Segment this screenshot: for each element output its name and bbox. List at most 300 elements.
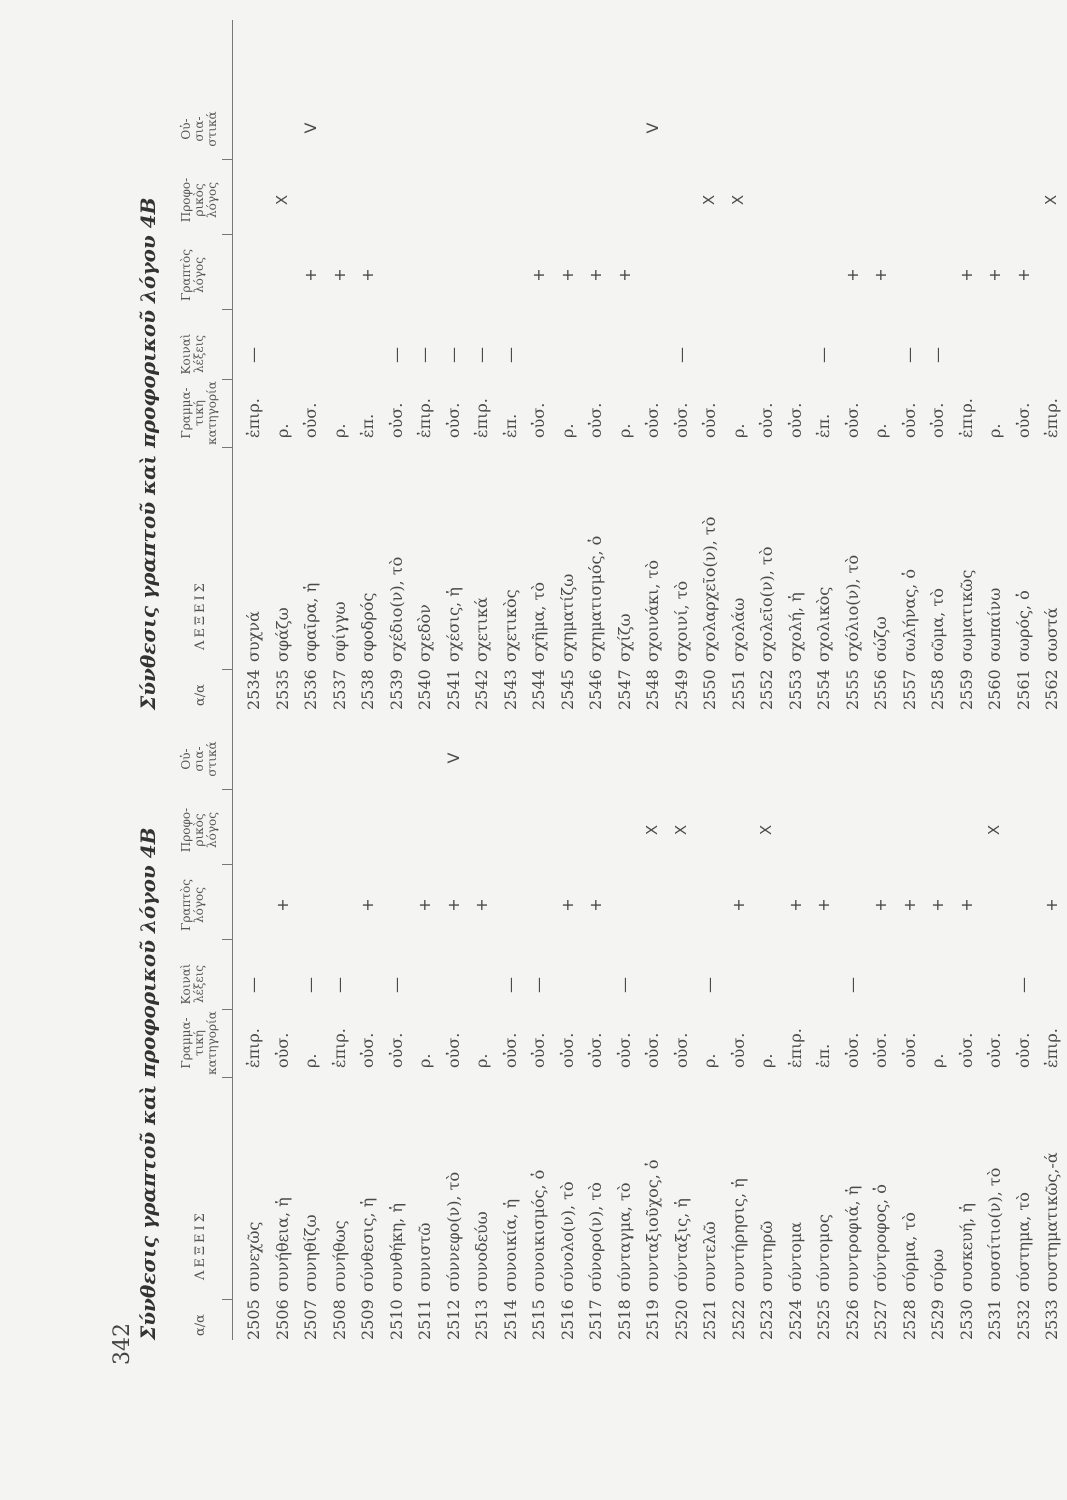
table-row (924, 650, 953, 1340)
row-word: σχέσις, ἡ (443, 587, 463, 662)
header-line: λόγος (205, 812, 219, 848)
row-oral-mark: X (272, 194, 291, 206)
row-word: σύνταγμα, τὸ (614, 1182, 634, 1292)
row-oral-mark: X (1042, 194, 1060, 206)
row-word: σφάζω (272, 607, 292, 662)
row-common-mark: — (386, 347, 406, 363)
row-category: οὐσ. (985, 1032, 1004, 1068)
header-proforikos (180, 172, 219, 228)
row-word: σχολάω (728, 597, 748, 662)
header-aa: α/α (193, 684, 208, 706)
table-row (440, 650, 469, 1340)
row-number: 2544 (529, 669, 548, 710)
row-common-mark: — (386, 977, 406, 993)
row-word: σωπαίνω (985, 587, 1004, 662)
row-common-mark: — (443, 347, 463, 363)
row-written-mark: + (557, 268, 577, 282)
row-category: οὐσ. (956, 1032, 976, 1068)
header-aa: α/α (193, 1314, 208, 1336)
header-divider (222, 234, 232, 235)
row-written-mark: + (985, 268, 1004, 282)
header-koines (180, 328, 206, 380)
header-line: Προφο- (179, 807, 193, 853)
row-category: ρ. (472, 1053, 491, 1068)
table-row (554, 20, 583, 710)
row-category: οὐσ. (899, 402, 919, 438)
header-divider (222, 447, 232, 448)
table-row (867, 650, 896, 1340)
row-common-mark: — (928, 347, 947, 363)
row-written-mark: + (728, 898, 748, 912)
table-row (468, 20, 497, 710)
row-common-mark: — (842, 977, 862, 993)
row-category: οὐσ. (386, 1032, 406, 1068)
header-divider (222, 379, 232, 380)
row-word: σχολεῖο(ν), τὸ (757, 546, 776, 662)
row-category: οὐσ. (272, 1032, 292, 1068)
row-number: 2539 (386, 669, 406, 710)
row-word: σύννεφο(ν), τὸ (443, 1171, 463, 1292)
row-word: σχηματίζω (557, 573, 577, 662)
row-common-mark: — (614, 977, 634, 993)
header-line: Γραμμα- (179, 1017, 193, 1069)
row-oral-mark: X (985, 824, 1003, 836)
header-divider (222, 1077, 232, 1078)
row-written-mark: + (529, 268, 548, 282)
row-common-mark: — (244, 347, 263, 363)
row-number: 2555 (842, 669, 862, 710)
table-row (953, 20, 982, 710)
row-category: οὐσ. (529, 402, 548, 438)
row-number: 2545 (557, 669, 577, 710)
row-number: 2508 (329, 1299, 349, 1340)
table-row (497, 20, 526, 710)
table-row (924, 20, 953, 710)
table-row (411, 650, 440, 1340)
row-category: ρ. (614, 423, 634, 438)
row-category: ἐπ. (814, 413, 833, 438)
row-word: συστηματικῶς,-ά (1042, 1152, 1061, 1292)
row-written-mark: + (956, 268, 976, 282)
header-lexeis: ΛΕΞΕΙΣ (193, 580, 208, 650)
row-common-mark: — (415, 347, 434, 363)
table-row (696, 650, 725, 1340)
header-line: στικά (205, 111, 219, 147)
header-category (180, 1008, 219, 1078)
row-noun-mark: V (301, 122, 320, 134)
row-number: 2535 (272, 669, 292, 710)
table-title: Σύνθεσις γραπτοῦ καὶ προφορικοῦ λόγου 4Β (136, 197, 160, 710)
row-noun-mark: V (643, 122, 662, 134)
row-common-mark: — (529, 977, 548, 993)
row-word: σύρω (928, 1248, 947, 1292)
row-word: συνήθως (329, 1220, 349, 1292)
row-category: οὐσ. (671, 402, 691, 438)
row-number: 2534 (244, 669, 263, 710)
row-category: οὐσ. (643, 402, 662, 438)
table-row (611, 20, 640, 710)
row-number: 2549 (671, 669, 691, 710)
row-number: 2520 (671, 1299, 691, 1340)
row-category: ρ. (728, 423, 748, 438)
row-number: 2507 (301, 1299, 320, 1340)
row-number: 2562 (1042, 669, 1061, 710)
row-number: 2509 (358, 1299, 377, 1340)
row-category: οὐσ. (614, 1032, 634, 1068)
header-divider (222, 669, 232, 670)
row-category: ρ. (415, 1053, 434, 1068)
table-row (839, 20, 868, 710)
row-word: συνηθίζω (301, 1214, 320, 1292)
table-row (525, 650, 554, 1340)
row-category: ἐπιρ. (785, 1028, 805, 1068)
row-word: σχεδὸν (415, 604, 434, 662)
row-word: σωρός, ὁ (1013, 590, 1033, 662)
row-written-mark: + (928, 898, 947, 912)
row-number: 2548 (643, 669, 662, 710)
table-row (582, 650, 611, 1340)
row-word: συνοικισμός, ὁ (529, 1169, 548, 1292)
header-divider (222, 939, 232, 940)
row-category: οὐσ. (871, 1032, 890, 1068)
table-body (240, 20, 1067, 710)
row-category: οὐσ. (1013, 1032, 1033, 1068)
row-number: 2537 (329, 669, 349, 710)
row-written-mark: + (614, 268, 634, 282)
header-line: λόγος (205, 182, 219, 218)
row-number: 2559 (956, 669, 976, 710)
row-category: οὐσ. (785, 402, 805, 438)
row-number: 2556 (871, 669, 890, 710)
row-category: ρ. (985, 423, 1004, 438)
row-written-mark: + (1013, 268, 1033, 282)
row-category: οὐσ. (899, 1032, 919, 1068)
row-number: 2525 (814, 1299, 833, 1340)
row-number: 2512 (443, 1299, 463, 1340)
row-category: οὐσ. (1013, 402, 1033, 438)
row-category: ἐπιρ. (472, 398, 491, 438)
row-number: 2541 (443, 669, 463, 710)
header-divider (222, 159, 232, 160)
row-word: σύνθεσις, ἡ (358, 1197, 377, 1292)
row-oral-mark: X (757, 824, 775, 836)
table-row (383, 650, 412, 1340)
row-word: σωματικῶς (956, 569, 976, 662)
row-written-mark: + (272, 898, 292, 912)
row-number: 2506 (272, 1299, 292, 1340)
row-word: σύντομα (785, 1221, 805, 1292)
table-row (1010, 650, 1039, 1340)
row-number: 2546 (586, 669, 605, 710)
row-number: 2532 (1013, 1299, 1033, 1340)
row-number: 2550 (700, 669, 719, 710)
row-category: ἐπιρ. (415, 398, 434, 438)
header-line: Οὐ- (179, 748, 193, 770)
table-row (981, 650, 1010, 1340)
row-category: οὐσ. (728, 1032, 748, 1068)
row-category: οὐσ. (529, 1032, 548, 1068)
row-common-mark: — (472, 347, 491, 363)
row-category: οὐσ. (928, 402, 947, 438)
table-row (981, 20, 1010, 710)
row-word: σύντομος (814, 1214, 833, 1292)
row-number: 2552 (757, 669, 776, 710)
row-word: σχοινί, τὸ (671, 580, 691, 662)
row-common-mark: — (1013, 977, 1033, 993)
table-row (753, 650, 782, 1340)
row-category: ρ. (329, 423, 349, 438)
table-row (297, 20, 326, 710)
row-word: συνθήκη, ἡ (386, 1203, 406, 1292)
row-category: οὐσ. (700, 402, 719, 438)
table-row (240, 20, 269, 710)
row-category: ἐπ. (500, 413, 520, 438)
row-category: οὐσ. (443, 1032, 463, 1068)
row-number: 2505 (244, 1299, 263, 1340)
table-row (582, 20, 611, 710)
row-written-mark: + (899, 898, 919, 912)
header-divider (222, 1009, 232, 1010)
row-word: σχῆμα, τὸ (529, 581, 548, 662)
page-number: 342 (110, 1323, 135, 1365)
header-line: Κοιναὶ (179, 963, 193, 1005)
row-number: 2554 (814, 669, 833, 710)
row-common-mark: — (329, 977, 349, 993)
row-common-mark: — (700, 977, 719, 993)
row-word: συντελῶ (700, 1221, 719, 1292)
row-category: οὐσ. (443, 402, 463, 438)
row-category: ἐπιρ. (244, 398, 263, 438)
row-written-mark: + (472, 898, 491, 912)
row-common-mark: — (500, 347, 520, 363)
table-row (696, 20, 725, 710)
row-number: 2529 (928, 1299, 947, 1340)
row-number: 2553 (785, 669, 805, 710)
row-number: 2551 (728, 669, 748, 710)
table-row (810, 650, 839, 1340)
row-category: ἐπιρ. (1042, 398, 1061, 438)
row-number: 2526 (842, 1299, 862, 1340)
row-word: σύντροφος, ὁ (871, 1184, 890, 1292)
row-category: ρ. (871, 423, 890, 438)
row-category: οὐσ. (671, 1032, 691, 1068)
table-row (354, 650, 383, 1340)
row-word: σφίγγω (329, 601, 349, 662)
table-row (867, 20, 896, 710)
row-noun-mark: V (443, 752, 463, 764)
row-word: σχέδιο(ν), τὸ (386, 556, 406, 662)
header-line: στικά (205, 741, 219, 777)
header-proforikos (180, 802, 219, 858)
header-line: λόγος (192, 887, 206, 923)
row-number: 2519 (643, 1299, 662, 1340)
row-word: συνεχῶς (244, 1221, 263, 1292)
header-divider (222, 309, 232, 310)
row-category: οὐσ. (842, 402, 862, 438)
header-divider (222, 864, 232, 865)
row-category: οὐσ. (586, 1032, 605, 1068)
row-number: 2524 (785, 1299, 805, 1340)
table-row (611, 650, 640, 1340)
row-number: 2543 (500, 669, 520, 710)
row-written-mark: + (1042, 898, 1061, 912)
row-word: σύνταξις, ἡ (671, 1198, 691, 1292)
row-category: οὐσ. (643, 1032, 662, 1068)
row-word: σφοδρός (358, 592, 377, 662)
row-word: συνοδεύω (472, 1211, 491, 1292)
table-row (354, 20, 383, 710)
row-written-mark: + (557, 898, 577, 912)
table-row (639, 650, 668, 1340)
row-common-mark: — (244, 977, 263, 993)
row-word: σφαῖρα, ἡ (301, 582, 320, 662)
row-number: 2518 (614, 1299, 634, 1340)
table-row (810, 20, 839, 710)
row-common-mark: — (814, 347, 833, 363)
row-written-mark: + (586, 268, 605, 282)
row-number: 2533 (1042, 1299, 1061, 1340)
row-common-mark: — (671, 347, 691, 363)
row-category: ἐπ. (358, 413, 377, 438)
row-word: σωλήνας, ὁ (899, 569, 919, 662)
row-written-mark: + (785, 898, 805, 912)
row-category: ρ. (301, 1053, 320, 1068)
row-word: σχίζω (614, 613, 634, 662)
table-row (1038, 650, 1067, 1340)
row-written-mark: + (586, 898, 605, 912)
row-common-mark: — (500, 977, 520, 993)
row-category: ρ. (557, 423, 577, 438)
row-written-mark: + (329, 268, 349, 282)
row-category: ἐπιρ. (244, 1028, 263, 1068)
header-line: κατηγορία (205, 381, 219, 445)
row-category: ρ. (757, 1053, 776, 1068)
row-word: σχετικὸς (500, 589, 520, 662)
header-line: τική (192, 1029, 206, 1057)
header-line: ρικὸς (192, 183, 206, 217)
header-lexeis: ΛΕΞΕΙΣ (193, 1210, 208, 1280)
header-divider (222, 1299, 232, 1300)
row-word: συνιστῶ (415, 1222, 434, 1292)
row-number: 2538 (358, 669, 377, 710)
row-number: 2515 (529, 1299, 548, 1340)
header-koines (180, 958, 206, 1010)
row-word: σώζω (871, 616, 890, 662)
table-row (725, 20, 754, 710)
row-word: σύστημα, τὸ (1013, 1192, 1033, 1292)
row-word: συνοικία, ἡ (500, 1198, 520, 1292)
header-line: τική (192, 399, 206, 427)
table-row (753, 20, 782, 710)
header-line: σια- (192, 746, 206, 772)
row-written-mark: + (956, 898, 976, 912)
row-number: 2561 (1013, 669, 1033, 710)
table-title: Σύνθεσις γραπτοῦ καὶ προφορικοῦ λόγου 4Β (136, 827, 160, 1340)
table-row (1010, 20, 1039, 710)
header-line: Προφο- (179, 177, 193, 223)
table-row (782, 20, 811, 710)
table-row (554, 650, 583, 1340)
header-line: σια- (192, 116, 206, 142)
row-word: συντροφιά, ἡ (842, 1185, 862, 1292)
row-word: σχολικὸς (814, 586, 833, 662)
table-row (668, 650, 697, 1340)
table-row (725, 650, 754, 1340)
row-number: 2536 (301, 669, 320, 710)
row-written-mark: + (871, 268, 890, 282)
row-number: 2527 (871, 1299, 890, 1340)
header-graptos (180, 244, 206, 306)
header-line: ρικὸς (192, 813, 206, 847)
row-number: 2521 (700, 1299, 719, 1340)
header-category (180, 378, 219, 448)
row-written-mark: + (842, 268, 862, 282)
header-ousiastika (180, 734, 219, 784)
row-word: συνταξιοῦχος, ὁ (643, 1159, 662, 1292)
table-row (1038, 20, 1067, 710)
row-word: συντηρῶ (757, 1220, 776, 1292)
row-number: 2517 (586, 1299, 605, 1340)
row-category: οὐσ. (557, 1032, 577, 1068)
row-category: οὐσ. (500, 1032, 520, 1068)
table-row (497, 650, 526, 1340)
row-number: 2530 (956, 1299, 976, 1340)
table-row (269, 650, 298, 1340)
row-category: οὐσ. (586, 402, 605, 438)
header-line: Γραπτὸς (179, 879, 193, 931)
header-line: Γραμμα- (179, 387, 193, 439)
row-category: οὐσ. (386, 402, 406, 438)
row-number: 2542 (472, 669, 491, 710)
table-row (240, 650, 269, 1340)
table-body (240, 650, 1067, 1340)
row-word: σχόλιο(ν), τὸ (842, 554, 862, 662)
row-category: οὐσ. (757, 402, 776, 438)
header-ousiastika (180, 104, 219, 154)
row-number: 2516 (557, 1299, 577, 1340)
row-category: ἐπ. (814, 1043, 833, 1068)
row-category: οὐσ. (842, 1032, 862, 1068)
row-number: 2557 (899, 669, 919, 710)
row-word: σχηματισμός, ὁ (586, 535, 605, 662)
table-row (383, 20, 412, 710)
row-word: σχολαρχεῖο(ν), τὸ (700, 516, 719, 662)
header-divider (222, 789, 232, 790)
row-word: σχοινάκι, τὸ (643, 560, 662, 662)
table-row (896, 20, 925, 710)
row-word: σύνορο(ν), τὸ (586, 1182, 605, 1292)
row-number: 2510 (386, 1299, 406, 1340)
table-row (525, 20, 554, 710)
table-row (953, 650, 982, 1340)
header-rule (232, 20, 233, 710)
row-number: 2522 (728, 1299, 748, 1340)
table-row (668, 20, 697, 710)
row-word: συσκευή, ἡ (956, 1203, 976, 1292)
row-category: ἐπιρ. (956, 398, 976, 438)
row-word: συσσίτιο(ν), τὸ (985, 1167, 1004, 1292)
table-row (326, 650, 355, 1340)
row-written-mark: + (814, 898, 833, 912)
header-line: Οὐ- (179, 118, 193, 140)
table-row (639, 20, 668, 710)
row-written-mark: + (415, 898, 434, 912)
header-graptos (180, 874, 206, 936)
table-row (782, 650, 811, 1340)
row-word: συνήθεια, ἡ (272, 1197, 292, 1292)
row-word: σχολή, ἡ (785, 592, 805, 662)
row-number: 2514 (500, 1299, 520, 1340)
